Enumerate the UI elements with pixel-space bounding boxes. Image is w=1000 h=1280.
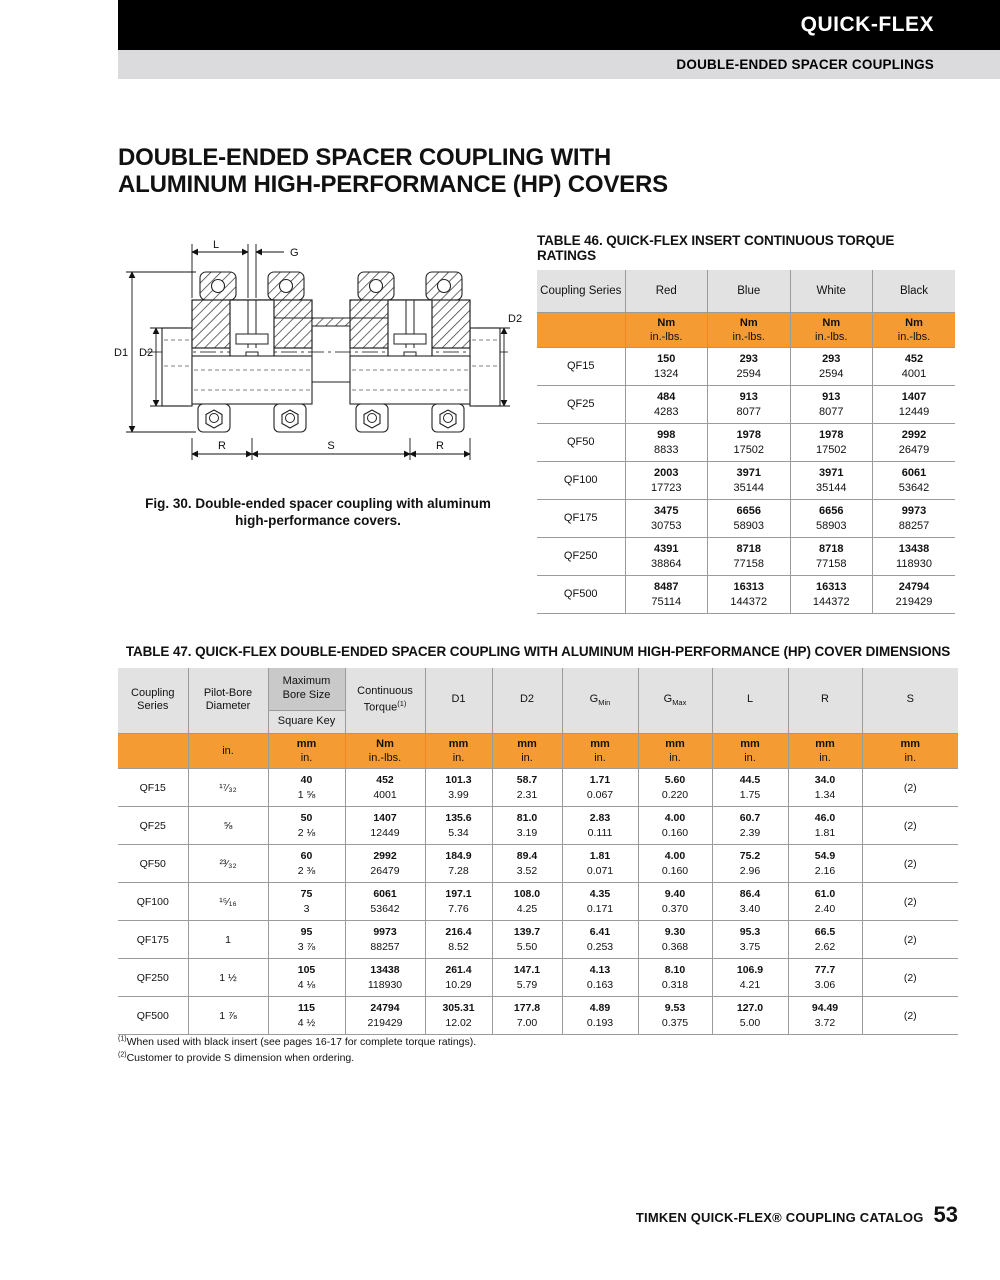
dim-label-G: G — [290, 247, 299, 259]
coupling-series-cell: QF50 — [537, 424, 625, 462]
g-min-cell: 2.83 0.111 — [562, 807, 638, 845]
torque-rating-cell: 24794 219429 — [873, 576, 956, 614]
pilot-bore-cell: ⅝ — [188, 807, 268, 845]
table47-unit-row — [118, 733, 958, 769]
coupling-series-cell: QF25 — [537, 386, 625, 424]
table46-body — [537, 348, 955, 614]
torque-rating-cell: 16313 144372 — [708, 576, 791, 614]
table47 — [118, 668, 958, 1035]
table46-row — [537, 424, 955, 462]
pilot-bore-cell: 1 ½ — [188, 959, 268, 997]
torque-rating-cell: 293 2594 — [790, 348, 873, 386]
coupling-series-cell: QF250 — [537, 538, 625, 576]
table47-col-r: R — [788, 668, 862, 733]
unit-cell: Nm in.-lbs. — [873, 312, 956, 348]
r-cell: 94.49 3.72 — [788, 997, 862, 1035]
coupling-series-cell: QF15 — [537, 348, 625, 386]
l-cell: 75.2 2.96 — [712, 845, 788, 883]
torque-rating-cell: 150 1324 — [625, 348, 708, 386]
table46-col-white: White — [790, 270, 873, 312]
dim-label-R-left: R — [218, 440, 226, 452]
d2-cell: 89.4 3.52 — [492, 845, 562, 883]
dim-label-D2-left: D2 — [139, 347, 154, 359]
unit-cell: mm in. — [862, 733, 958, 769]
pilot-bore-cell: 1 — [188, 921, 268, 959]
table46-row — [537, 538, 955, 576]
pilot-bore-cell: ²³⁄₃₂ — [188, 845, 268, 883]
max-bore-cell: 50 2 ⅛ — [268, 807, 345, 845]
g-max-cell: 8.10 0.318 — [638, 959, 712, 997]
table47-col-gmax: $G_{Max}$ — [638, 668, 712, 733]
g-max-cell: 4.00 0.160 — [638, 845, 712, 883]
table47-col-pilot: Pilot-Bore Diameter — [188, 668, 268, 733]
d2-cell: 58.7 2.31 — [492, 769, 562, 807]
pilot-bore-cell: ¹⁵⁄₁₆ — [188, 883, 268, 921]
continuous-torque-cell: 2992 26479 — [345, 845, 425, 883]
dim-label-D1: D1 — [114, 347, 129, 359]
table47-title: TABLE 47. QUICK-FLEX DOUBLE-ENDED SPACER COUPLING WITH ALUMINUM HIGH-PERFORMANCE (HP) COVER DIMENSIONS — [125, 644, 951, 659]
r-cell: 61.0 2.40 — [788, 883, 862, 921]
table47-body — [118, 769, 958, 1035]
coupling-series-cell: QF250 — [118, 959, 188, 997]
torque-rating-cell: 2992 26479 — [873, 424, 956, 462]
coupling-cross-section-diagram — [112, 232, 524, 482]
header-bar — [118, 0, 1000, 50]
table46-col-red: Red — [625, 270, 708, 312]
torque-rating-cell: 293 2594 — [708, 348, 791, 386]
continuous-torque-cell: 9973 88257 — [345, 921, 425, 959]
left-shaft — [162, 328, 192, 406]
r-cell: 46.0 1.81 — [788, 807, 862, 845]
page-number: 53 — [933, 1202, 958, 1227]
footnote-2: $^{(2)}$Customer to provide S dimension when ordering. — [118, 1051, 355, 1065]
d1-cell: 216.4 8.52 — [425, 921, 492, 959]
table47-col-d1: D1 — [425, 668, 492, 733]
figure-caption — [112, 496, 524, 530]
d1-cell: 261.4 10.29 — [425, 959, 492, 997]
torque-rating-cell: 6656 58903 — [708, 500, 791, 538]
table47-col-l: L — [712, 668, 788, 733]
table47-col-d2: D2 — [492, 668, 562, 733]
l-cell: 60.7 2.39 — [712, 807, 788, 845]
d1-cell: 135.6 5.34 — [425, 807, 492, 845]
d2-cell: 108.0 4.25 — [492, 883, 562, 921]
torque-rating-cell: 9973 88257 — [873, 500, 956, 538]
torque-rating-cell: 8487 75114 — [625, 576, 708, 614]
unit-cell: mm in. — [788, 733, 862, 769]
coupling-series-cell: QF100 — [118, 883, 188, 921]
max-bore-cell: 115 4 ½ — [268, 997, 345, 1035]
table46-row — [537, 576, 955, 614]
l-cell: 127.0 5.00 — [712, 997, 788, 1035]
d2-cell: 139.7 5.50 — [492, 921, 562, 959]
l-cell: 106.9 4.21 — [712, 959, 788, 997]
coupling-series-cell: QF500 — [537, 576, 625, 614]
continuous-torque-cell: 6061 53642 — [345, 883, 425, 921]
unit-cell: Nm in.-lbs. — [625, 312, 708, 348]
unit-cell-empty — [537, 312, 625, 348]
max-bore-cell: 40 1 ⅝ — [268, 769, 345, 807]
r-cell: 66.5 2.62 — [788, 921, 862, 959]
coupling-series-cell: QF25 — [118, 807, 188, 845]
d1-cell: 101.3 3.99 — [425, 769, 492, 807]
figure-caption-line1: Fig. 30. Double-ended spacer coupling with aluminum — [145, 496, 491, 511]
unit-cell: mm in. — [268, 733, 345, 769]
torque-rating-cell: 8718 77158 — [708, 538, 791, 576]
brand-title: QUICK-FLEX — [800, 13, 934, 36]
torque-rating-cell: 6656 58903 — [790, 500, 873, 538]
page-title-line2: ALUMINUM HIGH-PERFORMANCE (HP) COVERS — [118, 171, 668, 199]
coupling-series-cell: QF15 — [118, 769, 188, 807]
r-cell: 34.0 1.34 — [788, 769, 862, 807]
footnotes — [118, 1034, 476, 1067]
page-footer — [636, 1202, 958, 1228]
torque-rating-cell: 1978 17502 — [790, 424, 873, 462]
torque-rating-cell: 8718 77158 — [790, 538, 873, 576]
r-cell: 54.9 2.16 — [788, 845, 862, 883]
torque-rating-cell: 913 8077 — [708, 386, 791, 424]
figure-30 — [112, 232, 524, 530]
continuous-torque-cell: 1407 12449 — [345, 807, 425, 845]
torque-rating-cell: 1978 17502 — [708, 424, 791, 462]
table47-row — [118, 997, 958, 1035]
table47-row — [118, 807, 958, 845]
g-min-cell: 4.13 0.163 — [562, 959, 638, 997]
s-dimension-cell: (2) — [862, 769, 958, 807]
g-max-cell: 4.00 0.160 — [638, 807, 712, 845]
table46-col-blue: Blue — [708, 270, 791, 312]
table46-unit-row — [537, 312, 955, 348]
table47-col-series: Coupling Series — [118, 668, 188, 733]
table47-col-s: S — [862, 668, 958, 733]
table47-row — [118, 769, 958, 807]
page-title-line1: DOUBLE-ENDED SPACER COUPLING WITH — [118, 144, 611, 171]
torque-rating-cell: 16313 144372 — [790, 576, 873, 614]
table47-row — [118, 883, 958, 921]
unit-cell: Nm in.-lbs. — [708, 312, 791, 348]
torque-rating-cell: 913 8077 — [790, 386, 873, 424]
coupling-series-cell: QF175 — [118, 921, 188, 959]
table47-row — [118, 921, 958, 959]
torque-rating-cell: 4391 38864 — [625, 538, 708, 576]
table46-row — [537, 500, 955, 538]
unit-cell: mm in. — [712, 733, 788, 769]
continuous-torque-cell: 24794 219429 — [345, 997, 425, 1035]
table46-col-series: Coupling Series — [537, 270, 625, 312]
table46-row — [537, 386, 955, 424]
l-cell: 44.5 1.75 — [712, 769, 788, 807]
torque-rating-cell: 452 4001 — [873, 348, 956, 386]
max-bore-cell: 105 4 ⅛ — [268, 959, 345, 997]
unit-cell-empty — [118, 733, 188, 769]
d1-cell: 184.9 7.28 — [425, 845, 492, 883]
d2-cell: 147.1 5.79 — [492, 959, 562, 997]
table47-section — [118, 644, 958, 1035]
s-dimension-cell: (2) — [862, 921, 958, 959]
pilot-bore-cell: 1 ⅞ — [188, 997, 268, 1035]
dim-label-D2-right: D2 — [508, 313, 523, 325]
g-min-cell: 4.35 0.171 — [562, 883, 638, 921]
continuous-torque-cell: 452 4001 — [345, 769, 425, 807]
dim-label-R-right: R — [436, 440, 444, 452]
table46-row — [537, 348, 955, 386]
coupling-series-cell: QF100 — [537, 462, 625, 500]
torque-rating-cell: 484 4283 — [625, 386, 708, 424]
table47-col-gmin: $G_{Min}$ — [562, 668, 638, 733]
torque-rating-cell: 1407 12449 — [873, 386, 956, 424]
section-bar — [118, 50, 1000, 79]
l-cell: 95.3 3.75 — [712, 921, 788, 959]
s-dimension-cell: (2) — [862, 959, 958, 997]
unit-cell: mm in. — [638, 733, 712, 769]
unit-cell: in. — [188, 733, 268, 769]
coupling-series-cell: QF175 — [537, 500, 625, 538]
pilot-bore-cell: ¹⁷⁄₃₂ — [188, 769, 268, 807]
g-max-cell: 9.30 0.368 — [638, 921, 712, 959]
d1-cell: 197.1 7.76 — [425, 883, 492, 921]
max-bore-cell: 75 3 — [268, 883, 345, 921]
unit-cell: mm in. — [492, 733, 562, 769]
g-max-cell: 9.53 0.375 — [638, 997, 712, 1035]
r-cell: 77.7 3.06 — [788, 959, 862, 997]
coupling-series-cell: QF50 — [118, 845, 188, 883]
table47-row — [118, 959, 958, 997]
table46-title: TABLE 46. QUICK-FLEX INSERT CONTINUOUS TORQUE RATINGS — [537, 233, 895, 263]
table46 — [537, 270, 955, 614]
max-bore-cell: 95 3 ⅞ — [268, 921, 345, 959]
s-dimension-cell: (2) — [862, 807, 958, 845]
unit-cell: Nm in.-lbs. — [345, 733, 425, 769]
g-min-cell: 4.89 0.193 — [562, 997, 638, 1035]
s-dimension-cell: (2) — [862, 997, 958, 1035]
figure-caption-line2: high-performance covers. — [235, 512, 401, 528]
g-max-cell: 5.60 0.220 — [638, 769, 712, 807]
l-cell: 86.4 3.40 — [712, 883, 788, 921]
dim-label-S: S — [327, 440, 335, 452]
torque-rating-cell: 3971 35144 — [790, 462, 873, 500]
d2-cell: 81.0 3.19 — [492, 807, 562, 845]
table47-col-maxbore: Maximum Bore Size — [268, 668, 345, 710]
footnote-1: $^{(1)}$When used with black insert (see pages 16-17 for complete torque ratings). — [118, 1035, 477, 1048]
torque-rating-cell: 3971 35144 — [708, 462, 791, 500]
coupling-series-cell: QF500 — [118, 997, 188, 1035]
torque-rating-cell: 13438 118930 — [873, 538, 956, 576]
footer-catalog-title: TIMKEN QUICK-FLEX® COUPLING CATALOG — [635, 1210, 924, 1225]
right-shaft — [470, 328, 500, 406]
torque-rating-cell: 3475 30753 — [625, 500, 708, 538]
dim-label-L: L — [212, 239, 220, 251]
s-dimension-cell: (2) — [862, 883, 958, 921]
unit-cell: Nm in.-lbs. — [790, 312, 873, 348]
table47-col-squarekey: Square Key — [268, 710, 345, 733]
torque-rating-cell: 6061 53642 — [873, 462, 956, 500]
table46-row — [537, 462, 955, 500]
torque-rating-cell: 2003 17723 — [625, 462, 708, 500]
table46-col-black: Black — [873, 270, 956, 312]
unit-cell: mm in. — [562, 733, 638, 769]
d1-cell: 305.31 12.02 — [425, 997, 492, 1035]
s-dimension-cell: (2) — [862, 845, 958, 883]
unit-cell: mm in. — [425, 733, 492, 769]
table47-row — [118, 845, 958, 883]
torque-rating-cell: 998 8833 — [625, 424, 708, 462]
table46-section — [537, 233, 955, 614]
page-title — [118, 144, 668, 198]
g-min-cell: 1.71 0.067 — [562, 769, 638, 807]
g-min-cell: 6.41 0.253 — [562, 921, 638, 959]
section-title: DOUBLE-ENDED SPACER COUPLINGS — [676, 57, 934, 72]
g-max-cell: 9.40 0.370 — [638, 883, 712, 921]
d2-cell: 177.8 7.00 — [492, 997, 562, 1035]
g-min-cell: 1.81 0.071 — [562, 845, 638, 883]
table47-col-torque: Continuous Torque$^{(1)}$ — [345, 668, 425, 733]
max-bore-cell: 60 2 ⅜ — [268, 845, 345, 883]
continuous-torque-cell: 13438 118930 — [345, 959, 425, 997]
